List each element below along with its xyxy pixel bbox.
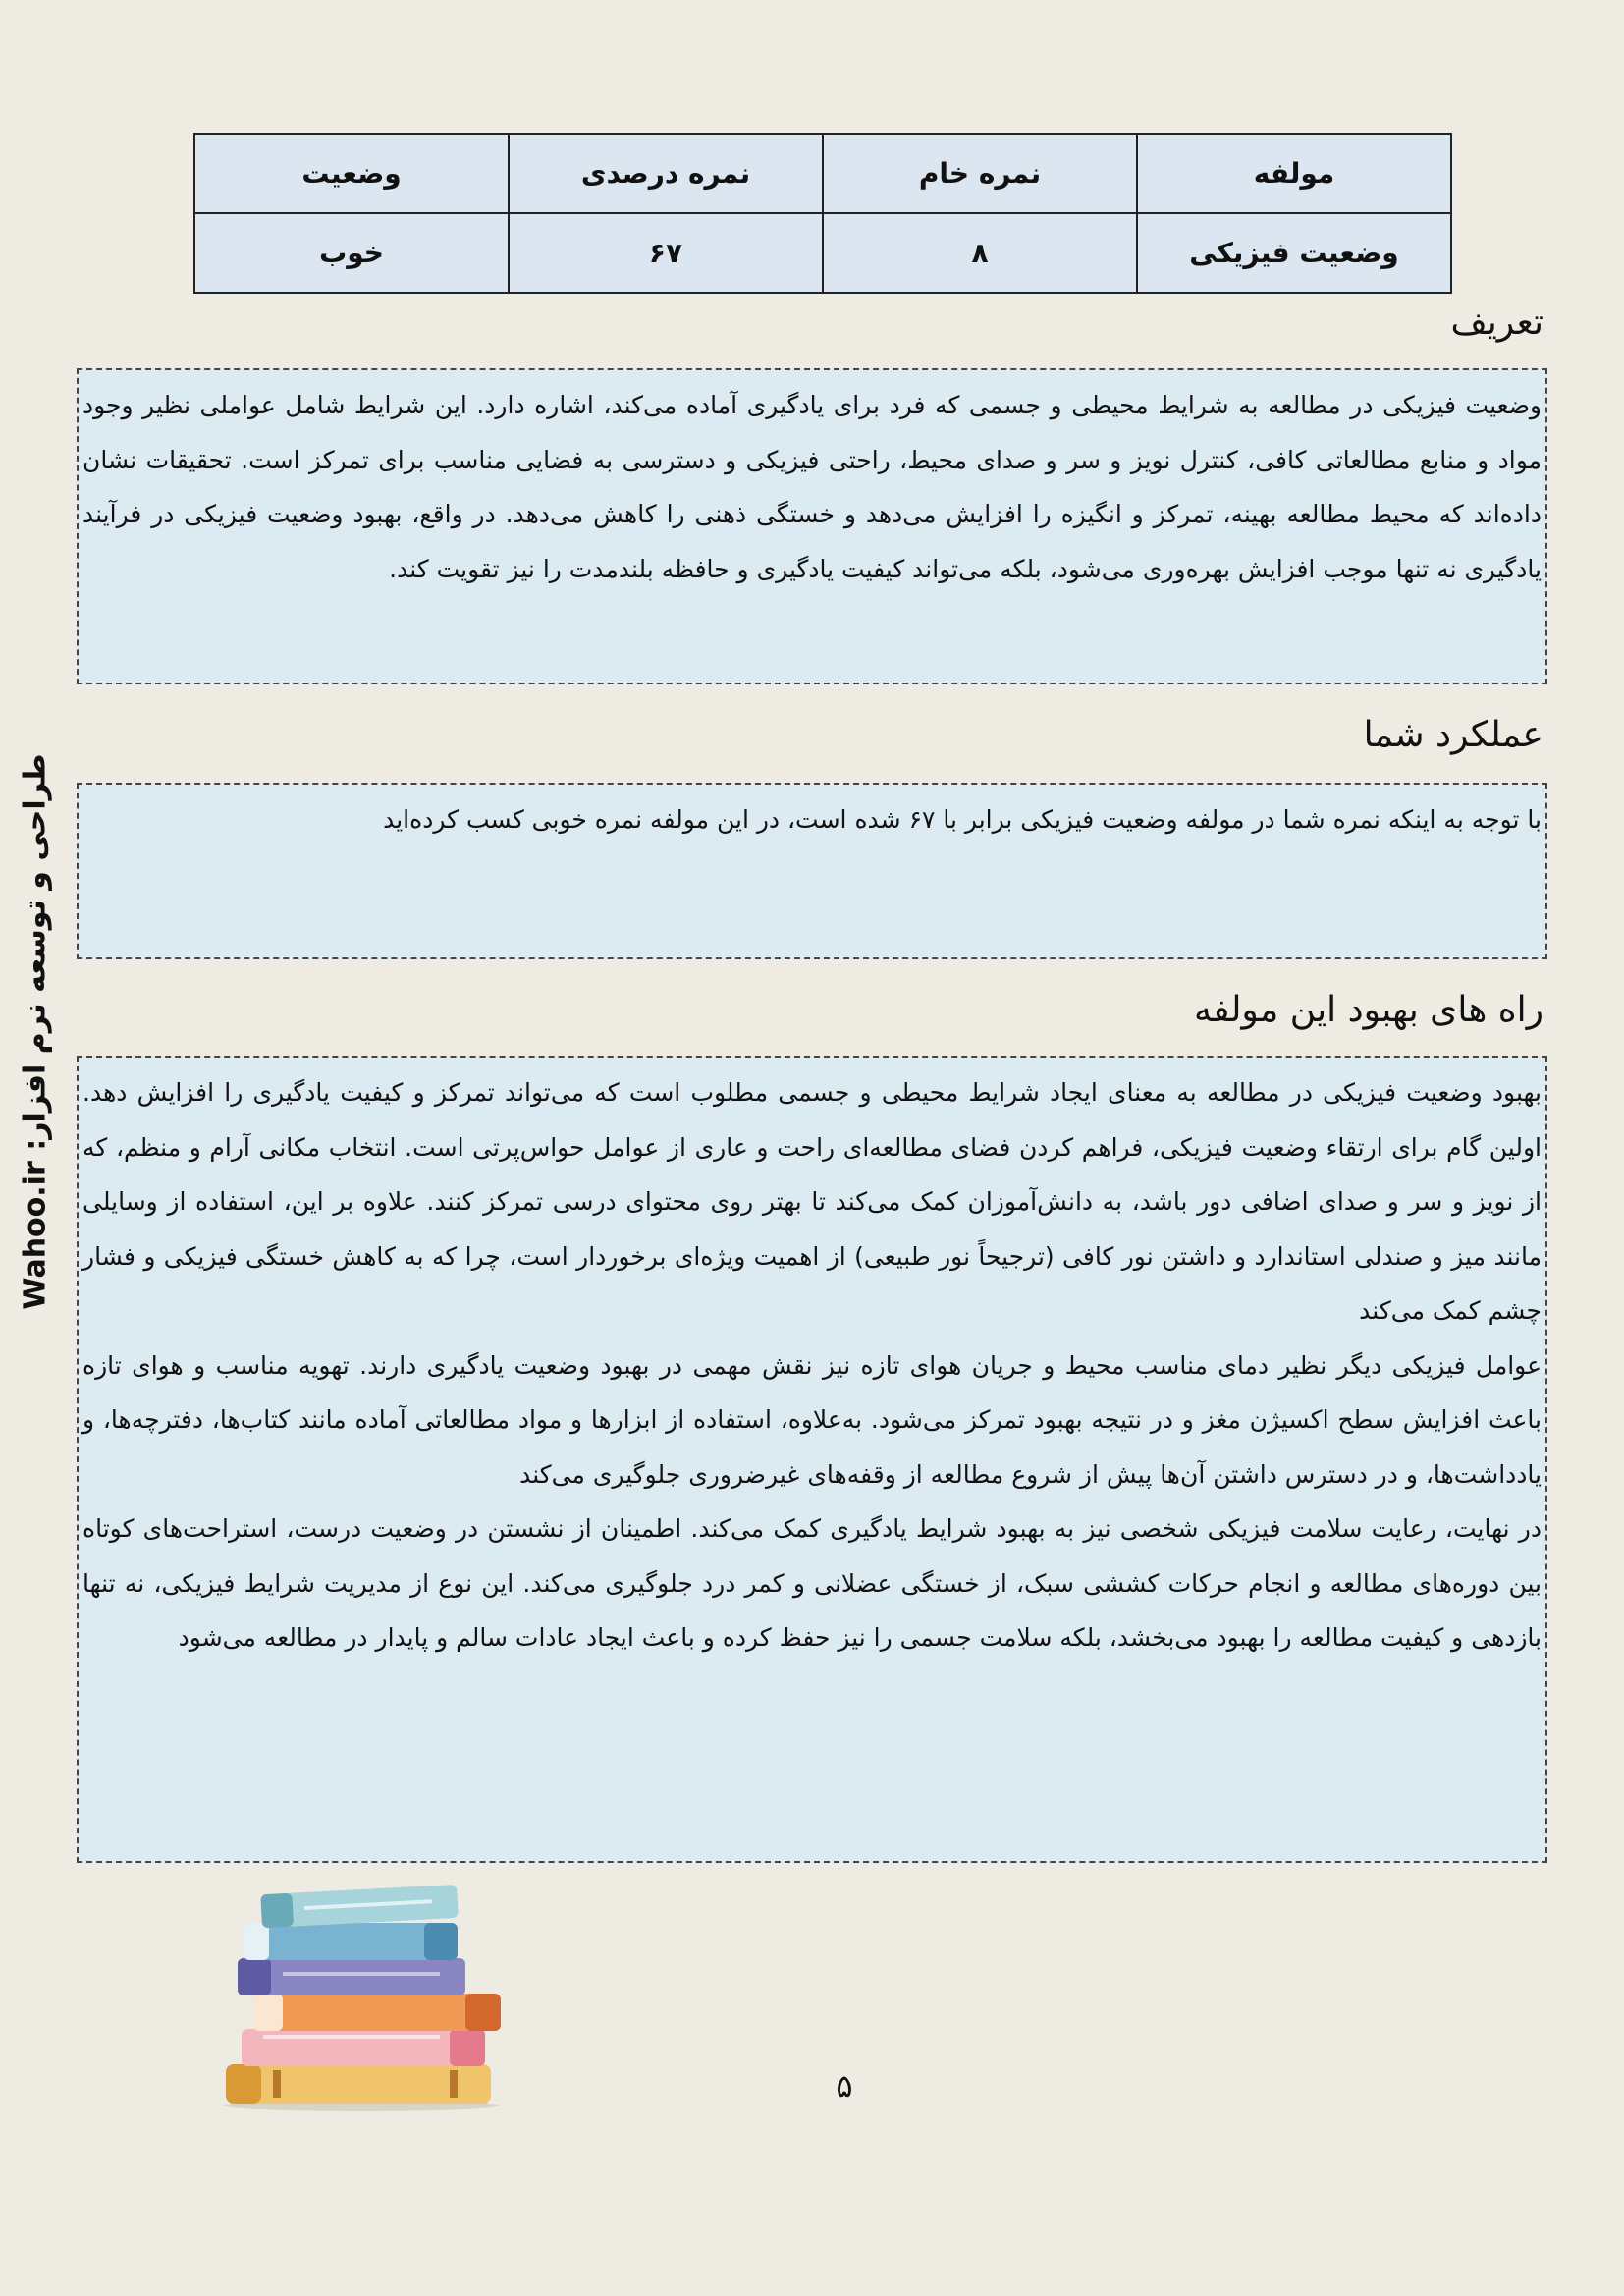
performance-text: با توجه به اینکه نمره شما در مولفه وضعیت فیزیکی برابر با ۶۷ شده است، در این مولفه نمره خوبی کسب کرده‌اید bbox=[383, 805, 1542, 834]
header-raw-score: نمره خام bbox=[823, 134, 1137, 213]
performance-title: عملکرد شما bbox=[1363, 715, 1543, 755]
cell-percent-score: ۶۷ bbox=[509, 213, 823, 293]
performance-box bbox=[77, 783, 1547, 959]
cell-raw-score: ۸ bbox=[823, 213, 1137, 293]
header-component: مولفه bbox=[1137, 134, 1451, 213]
header-status: وضعیت bbox=[194, 134, 509, 213]
improvement-title: راه های بهبود این مولفه bbox=[1193, 990, 1543, 1030]
side-credit bbox=[8, 752, 63, 1310]
stack-of-books-icon bbox=[214, 1878, 514, 2113]
definition-title: تعریف bbox=[1450, 302, 1543, 343]
definition-text: وضعیت فیزیکی در مطالعه به شرایط محیطی و جسمی که فرد برای یادگیری آماده می‌کند، اشاره دارد. این شرایط شامل عواملی نظیر وجود مواد و منابع مطالعاتی کافی، کنترل نویز و سر و صدای محیط، راحتی فیزیکی و دسترسی به فضایی مناسب برای تمرکز است. تحقیقات نشان داده‌اند که محیط مطالعه بهینه، تمرکز و انگیزه را افزایش می‌دهد و خستگی ذهنی را کاهش می‌دهد. در واقع، بهبود وضعیت فیزیکی در فرآیند یادگیری نه تنها موجب افزایش بهره‌وری می‌شود، بلکه می‌تواند کیفیت یادگیری و حافظه بلندمدت را نیز تقویت کند. bbox=[82, 391, 1542, 583]
header-percent-score: نمره درصدی bbox=[509, 134, 823, 213]
improvement-paragraph-2: عوامل فیزیکی دیگر نظیر دمای مناسب محیط و جریان هوای تازه نیز نقش مهمی در بهبود وضعیت یادگیری دارند. تهویه مناسب و هوای تازه باعث افزایش سطح اکسیژن مغز و در نتیجه بهبود تمرکز می‌شود. به‌علاوه، استفاده از ابزارها و مواد مطالعاتی آماده مانند کتاب‌ها، دفترچه‌ها، و یادداشت‌ها، و در دسترس داشتن آن‌ها پیش از شروع مطالعه از وقفه‌های غیرضروری جلوگیری می‌کند bbox=[82, 1350, 1542, 1489]
side-credit-text: طراحی و توسعه نرم افزار: Wahoo.ir bbox=[18, 752, 53, 1310]
improvement-box bbox=[77, 1056, 1547, 1863]
table-header-row bbox=[194, 134, 1451, 213]
page-number: ۵ bbox=[836, 2067, 853, 2105]
cell-component: وضعیت فیزیکی bbox=[1137, 213, 1451, 293]
definition-box bbox=[77, 368, 1547, 684]
improvement-paragraph-1: بهبود وضعیت فیزیکی در مطالعه به معنای ایجاد شرایط محیطی و جسمی مطلوب است که می‌تواند تمرکز و کیفیت یادگیری را افزایش دهد. اولین گام برای ارتقاء وضعیت فیزیکی، فراهم کردن فضای مطالعه‌ای راحت و عاری از عوامل حواس‌پرتی است. انتخاب مکانی آرام و منظم، که از نویز و سر و صدای اضافی دور باشد، به دانش‌آموزان کمک می‌کند تا بهتر روی محتوای درسی تمرکز کنند. علاوه بر این، استفاده از وسایلی مانند میز و صندلی استاندارد و داشتن نور کافی (ترجیحاً نور طبیعی) از اهمیت ویژه‌ای برخوردار است، چرا که به کاهش خستگی فیزیکی و فشار چشم کمک می‌کند bbox=[82, 1078, 1542, 1325]
improvement-paragraph-3: در نهایت، رعایت سلامت فیزیکی شخصی نیز به بهبود شرایط یادگیری کمک می‌کند. اطمینان از نشستن در وضعیت درست، استراحت‌های کوتاه بین دوره‌های مطالعه و انجام حرکات کششی سبک، از خستگی عضلانی و کمر درد جلوگیری می‌کند. این نوع از مدیریت شرایط فیزیکی، نه تنها بازدهی و کیفیت مطالعه را بهبود می‌بخشد، بلکه سلامت جسمی را نیز حفظ کرده و باعث ایجاد عادات سالم و پایدار در مطالعه می‌شود bbox=[82, 1514, 1542, 1652]
cell-status: خوب bbox=[194, 213, 509, 293]
score-table bbox=[193, 133, 1452, 294]
table-row bbox=[194, 213, 1451, 293]
